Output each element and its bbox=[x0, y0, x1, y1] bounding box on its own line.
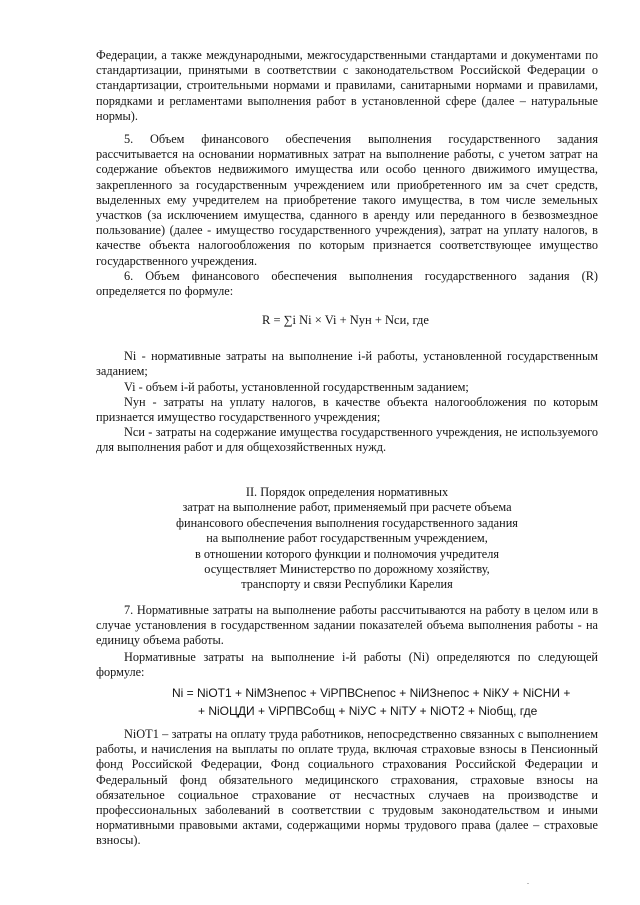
definition-vi bbox=[96, 380, 598, 395]
definition-not1 bbox=[96, 727, 598, 849]
section-2-heading bbox=[96, 485, 598, 593]
definition-nsi bbox=[96, 425, 598, 455]
scan-speck bbox=[527, 883, 529, 884]
definition-not1-text: – затраты на оплату труда работников, непосредственно связанных с выполнением работы, и начисления на выплаты по оплате труда, включая страховые взносы в Пенсионный фонд Российской Федерации, Фонд социального страхования Российской Федерации и Федеральный фонд обязательного медицинского страхования, страховые взносы на обязательное социальное страхование от несчастных случаев на производстве и профессиональных заболеваний в соответствии с трудовым законодательством и иными нормативными правовыми актами, содержащими нормы трудового права (далее – страховые взносы). bbox=[96, 727, 598, 848]
heading-line: финансового обеспечения выполнения государственного задания bbox=[176, 515, 518, 530]
paragraph-6: 6. Объем финансового обеспечения выполнения государственного задания (R) определяется по формуле: bbox=[96, 269, 598, 299]
formula-ni-line2: + NiОЦДИ + ViРПВСобщ + NiУС + NiТУ + NiОТ2 + Niобщ, где bbox=[198, 704, 538, 718]
definition-nun-text: - затраты на уплату налогов, в качестве объекта налогообложения по которым признается имущество государственного учреждения; bbox=[96, 395, 599, 425]
paragraph-5: 5. Объем финансового обеспечения выполнения государственного задания рассчитывается на основании нормативных затрат на выполнение работы, с учетом затрат на содержание объектов недвижимого имущества или особо ценного движимого имущества, закрепленного за государственным учреждением или приобретенного им за счет средств, выделенных ему учредителем на приобретение такого имущества, в том числе земельных участков (за исключением имущества, сданного в аренду или переданного в безвозмездное пользование) (далее - имущество государственного учреждения), затрат на уплату налогов, в качестве объекта налогообложения по которым признается соответствующее имущество государственного учреждения. bbox=[96, 132, 598, 268]
paragraph-7b: Нормативные затраты на выполнение i-й работы (Ni) определяются по следующей формуле: bbox=[96, 650, 598, 680]
definition-nsi-text: - затраты на содержание имущества государственного учреждения, не используемого для выполнения работ и для общехозяйственных нужд. bbox=[96, 425, 598, 455]
formula-r: R = ∑i Ni × Vi + Nун + Nси, где bbox=[262, 313, 429, 327]
heading-line: транспорту и связи Республики Карелия bbox=[241, 577, 453, 592]
heading-line: в отношении которого функции и полномочия учредителя bbox=[194, 546, 500, 561]
symbol-nun: Nун bbox=[124, 395, 146, 409]
definition-nun bbox=[96, 395, 598, 425]
symbol-not1: NiОТ1 bbox=[124, 727, 159, 741]
symbol-nsi: Nси bbox=[124, 425, 145, 439]
symbol-ni: Ni bbox=[124, 349, 137, 363]
heading-line: затрат на выполнение работ, применяемый при расчете объема bbox=[182, 500, 512, 515]
definition-ni-text: - нормативные затраты на выполнение i-й работы, установленной государственным заданием; bbox=[96, 349, 598, 379]
symbol-vi: Vi bbox=[124, 380, 136, 394]
paragraph-intro: Федерации, а также международными, межгосударственными стандартами и документами по стандартизации, принятыми в соответствии с законодательством Российской Федерации о стандартизации, строительными нормами и правилами, санитарными нормами и правилами, порядками и регламентами выполнения работ в установленной сфере (далее – натуральные нормы). bbox=[96, 48, 598, 123]
heading-line: осуществляет Министерство по дорожному хозяйству, bbox=[204, 562, 490, 577]
paragraph-7: 7. Нормативные затраты на выполнение работы рассчитываются на работу в целом или в случае установления в государственном задании показателей объема выполнения работы - на единицу объема работы. bbox=[96, 603, 598, 648]
formula-ni-line1: Ni = NiОТ1 + NiМЗнепос + ViРПВСнепос + NiИЗнепос + NiКУ + NiСНИ + bbox=[172, 686, 571, 700]
definition-vi-text: - объем i-й работы, установленной государственным заданием; bbox=[138, 380, 469, 394]
heading-line: на выполнение работ государственным учреждением, bbox=[206, 531, 488, 546]
definition-ni bbox=[96, 349, 598, 379]
heading-line: II. Порядок определения нормативных bbox=[245, 485, 449, 499]
